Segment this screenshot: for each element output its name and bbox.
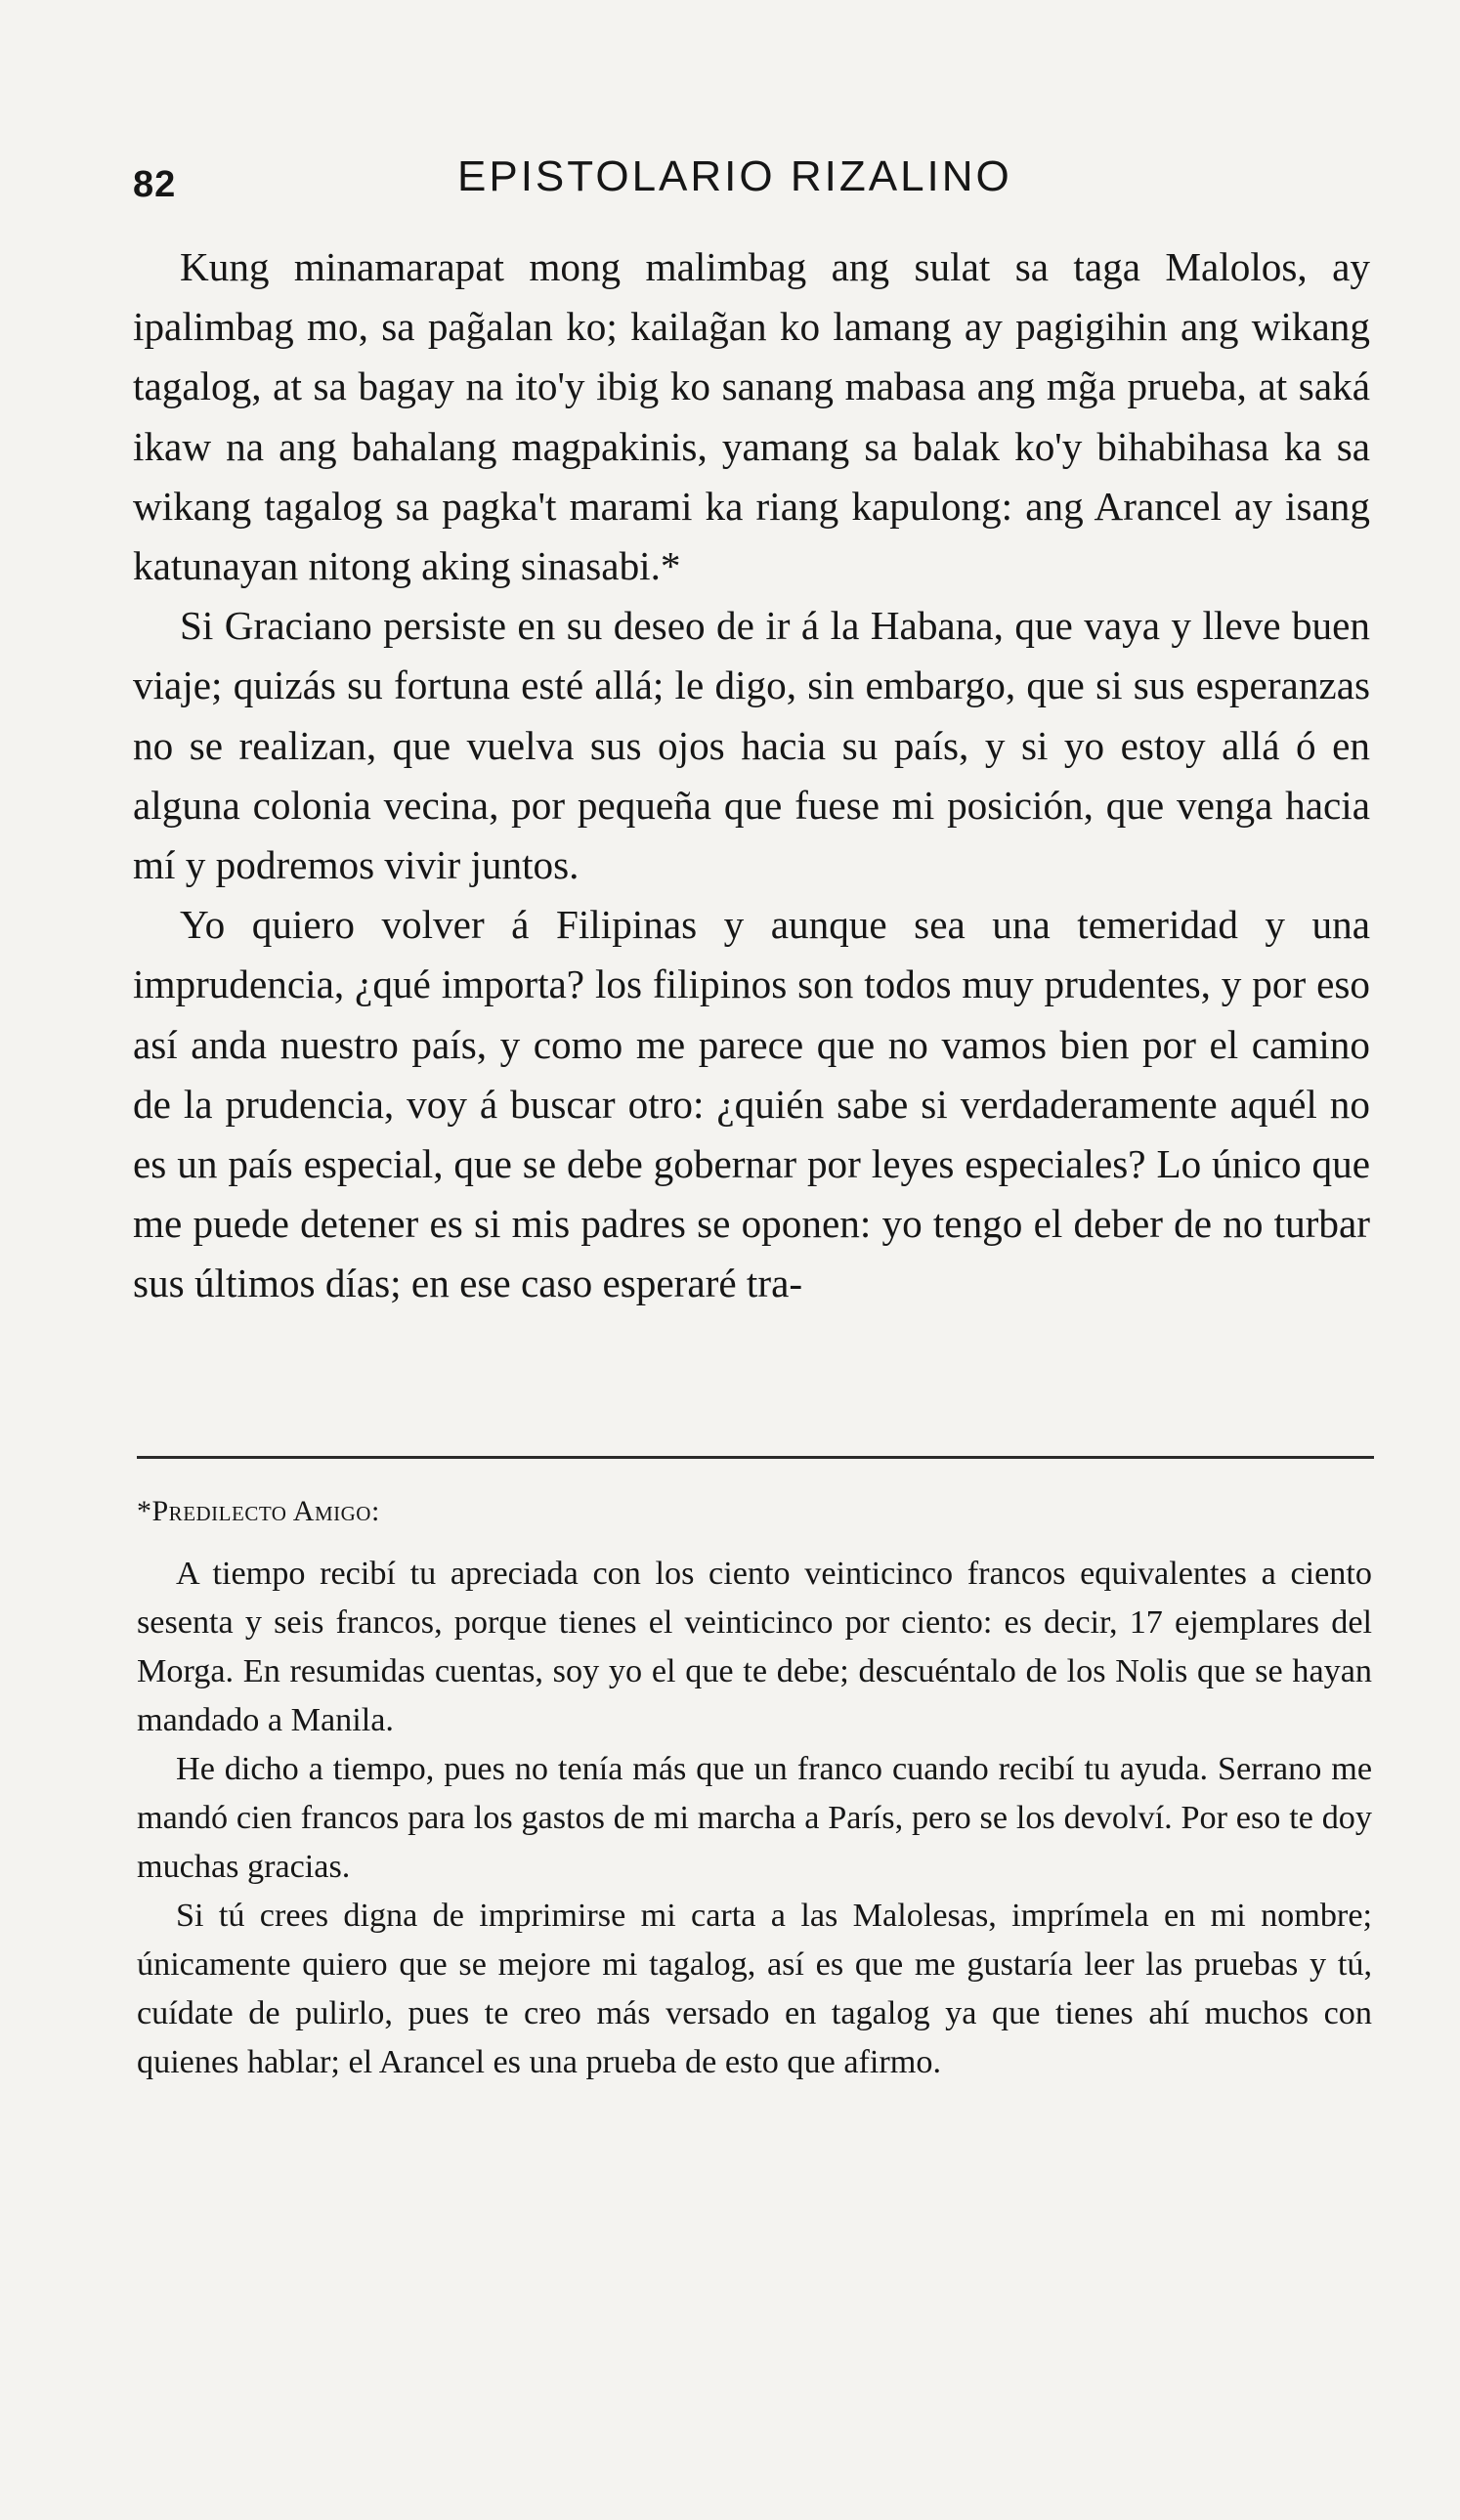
footnote-paragraph-3: Si tú crees digna de imprimirse mi carta a las Malolesas, imprímela en mi nombre; únicamente quiero que se mejore mi tagalog, así es que me gustaría leer las pruebas y tú, cuídate de pulirlo, pues te creo más versado en tagalog ya que tienes ahí muchos con quienes hablar; el Arancel es una prueba de esto que afirmo. bbox=[137, 1898, 1372, 2080]
page-number: 82 bbox=[133, 164, 177, 205]
main-paragraph-1: Kung minamarapat mong malimbag ang sulat sa taga Malolos, ay ipalimbag mo, sa pag̃alan ko; kailag̃an ko lamang ay pagigihin ang wikang tagalog, at sa bagay na ito'y ibig ko sanang mabasa ang mg̃a prueba, at saká ikaw na ang bahalang magpakinis, yamang sa balak ko'y bihabihasa ka sa wikang tagalog sa pagka't marami ka riang kapulong: ang Arancel ay isang katunayan nitong aking sinasabi.* bbox=[133, 244, 1370, 589]
main-paragraph-2: Si Graciano persiste en su deseo de ir á la Habana, que vaya y lleve buen viaje; quizás su fortuna esté allá; le digo, sin embargo, que si sus esperanzas no se realizan, que vuelva sus ojos hacia su país, y si yo estoy allá ó en alguna colonia vecina, por pequeña que fuese mi posición, que venga hacia mí y podremos vivir juntos. bbox=[133, 603, 1370, 888]
running-head: EPISTOLARIO RIZALINO bbox=[457, 152, 1012, 200]
footnote-heading bbox=[137, 1495, 380, 1528]
footnote-text bbox=[137, 1550, 1372, 2087]
footnote-marker: * bbox=[137, 1495, 152, 1527]
main-paragraph-3: Yo quiero volver á Filipinas y aunque sea una temeridad y una imprudencia, ¿qué importa? los filipinos son todos muy prudentes, y por eso así anda nuestro país, y como me parece que no vamos bien por el camino de la prudencia, voy á buscar otro: ¿quién sabe si verdaderamente aquél no es un país especial, que se debe gobernar por leyes especiales? Lo único que me puede detener es si mis padres se oponen: yo tengo el deber de no turbar sus últimos días; en ese caso esperaré tra- bbox=[133, 902, 1370, 1306]
footnote-divider bbox=[137, 1456, 1374, 1459]
footnote-salutation: Predilecto Amigo: bbox=[151, 1495, 380, 1527]
main-text bbox=[133, 237, 1370, 1314]
footnote-paragraph-1: A tiempo recibí tu apreciada con los ciento veinticinco francos equivalentes a ciento sesenta y seis francos, porque tienes el veinticinco por ciento: es decir, 17 ejemplares del Morga. En resumidas cuentas, soy yo el que te debe; descuéntalo de los Nolis que se hayan mandado a Manila. bbox=[137, 1556, 1372, 1738]
footnote-paragraph-2: He dicho a tiempo, pues no tenía más que un franco cuando recibí tu ayuda. Serrano me mandó cien francos para los gastos de mi marcha a París, pero se los devolví. Por eso te doy muchas gracias. bbox=[137, 1751, 1372, 1885]
page-header bbox=[133, 147, 1374, 215]
